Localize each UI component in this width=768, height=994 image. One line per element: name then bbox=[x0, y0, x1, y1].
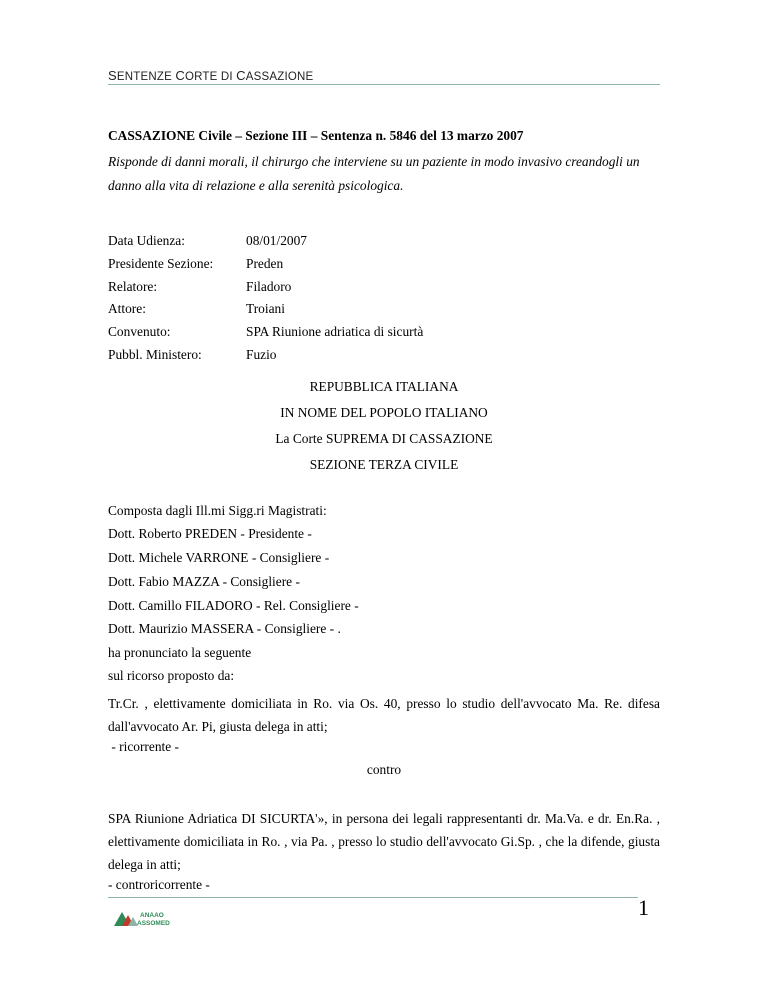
appellant-label: - ricorrente - bbox=[108, 739, 180, 754]
judge-line: Dott. Camillo FILADORO - Rel. Consigliere - bbox=[108, 598, 359, 613]
hearing-metadata bbox=[108, 233, 423, 370]
logo-text-bottom: ASSOMED bbox=[137, 920, 170, 927]
meta-value: SPA Riunione adriatica di sicurtà bbox=[246, 324, 424, 340]
pronunciation-line: ha pronunciato la seguente bbox=[108, 645, 252, 660]
meta-row-presidente bbox=[108, 256, 423, 279]
judge-line: Dott. Fabio MAZZA - Consigliere - bbox=[108, 574, 300, 589]
meta-value: Preden bbox=[246, 255, 284, 271]
header-word-3: CASSAZIONE bbox=[236, 68, 314, 83]
meta-label: Relatore: bbox=[108, 278, 158, 294]
judge-line: Dott. Maurizio MASSERA - Consigliere - . bbox=[108, 621, 341, 636]
respondent-paragraph: SPA Riunione Adriatica DI SICURTA'», in persona dei legali rappresentanti dr. Ma.Va. e dr. En.Ra. , elettivamente domiciliata in Ro. , via Pa. , presso lo studio dell'avvocato Gi.Sp. , che la difende, giusta delega in atti; bbox=[108, 811, 660, 872]
meta-label: Pubbl. Ministero: bbox=[108, 346, 202, 362]
meta-value: Filadoro bbox=[246, 278, 292, 294]
meta-row-ministero bbox=[108, 347, 423, 370]
footer-divider bbox=[108, 897, 638, 898]
meta-row-attore bbox=[108, 301, 423, 324]
contro-label: contro bbox=[366, 762, 402, 777]
document-title: CASSAZIONE Civile – Sezione III – Sentenza n. 5846 del 13 marzo 2007 bbox=[108, 128, 524, 143]
meta-label: Convenuto: bbox=[108, 324, 171, 340]
meta-row-udienza bbox=[108, 233, 423, 256]
appellant-paragraph: Tr.Cr. , elettivamente domiciliata in Ro. via Os. 40, presso lo studio dell'avvocato Ma. Re. difesa dall'avvocato Ar. Pi, giusta delega in atti; bbox=[108, 696, 660, 734]
header-word-2: CORTE DI bbox=[175, 68, 237, 83]
logo-text-top: ANAAO bbox=[140, 912, 164, 919]
meta-row-relatore bbox=[108, 279, 423, 302]
meta-label: Data Udienza: bbox=[108, 233, 185, 248]
header-divider bbox=[108, 84, 660, 85]
appeal-intro: sul ricorso proposto da: bbox=[108, 668, 235, 683]
meta-value: Troiani bbox=[246, 301, 285, 317]
document-subtitle: Risponde di danni morali, il chirurgo che interviene su un paziente in modo invasivo creandogli un danno alla vita di relazione e alla serenità psicologica. bbox=[108, 154, 640, 193]
anaao-assomed-logo bbox=[112, 904, 172, 928]
judge-line: Dott. Michele VARRONE - Consigliere - bbox=[108, 550, 330, 565]
meta-value: Fuzio bbox=[246, 346, 277, 362]
page-number: 1 bbox=[638, 895, 649, 920]
composition-intro: Composta dagli Ill.mi Sigg.ri Magistrati: bbox=[108, 503, 327, 518]
meta-label: Attore: bbox=[108, 301, 146, 317]
meta-label: Presidente Sezione: bbox=[108, 255, 214, 271]
heading-sezione: SEZIONE TERZA CIVILE bbox=[309, 457, 459, 472]
heading-corte: La Corte SUPREMA DI CASSAZIONE bbox=[275, 431, 493, 446]
meta-value: 08/01/2007 bbox=[246, 233, 308, 248]
header-word-1: SENTENZE bbox=[108, 68, 176, 83]
meta-row-convenuto bbox=[108, 324, 423, 347]
heading-popolo: IN NOME DEL POPOLO ITALIANO bbox=[280, 405, 488, 420]
respondent-label: - controricorrente - bbox=[108, 877, 210, 892]
heading-repubblica: REPUBBLICA ITALIANA bbox=[309, 379, 459, 394]
judge-line: Dott. Roberto PREDEN - Presidente - bbox=[108, 526, 312, 541]
running-header bbox=[108, 68, 660, 83]
